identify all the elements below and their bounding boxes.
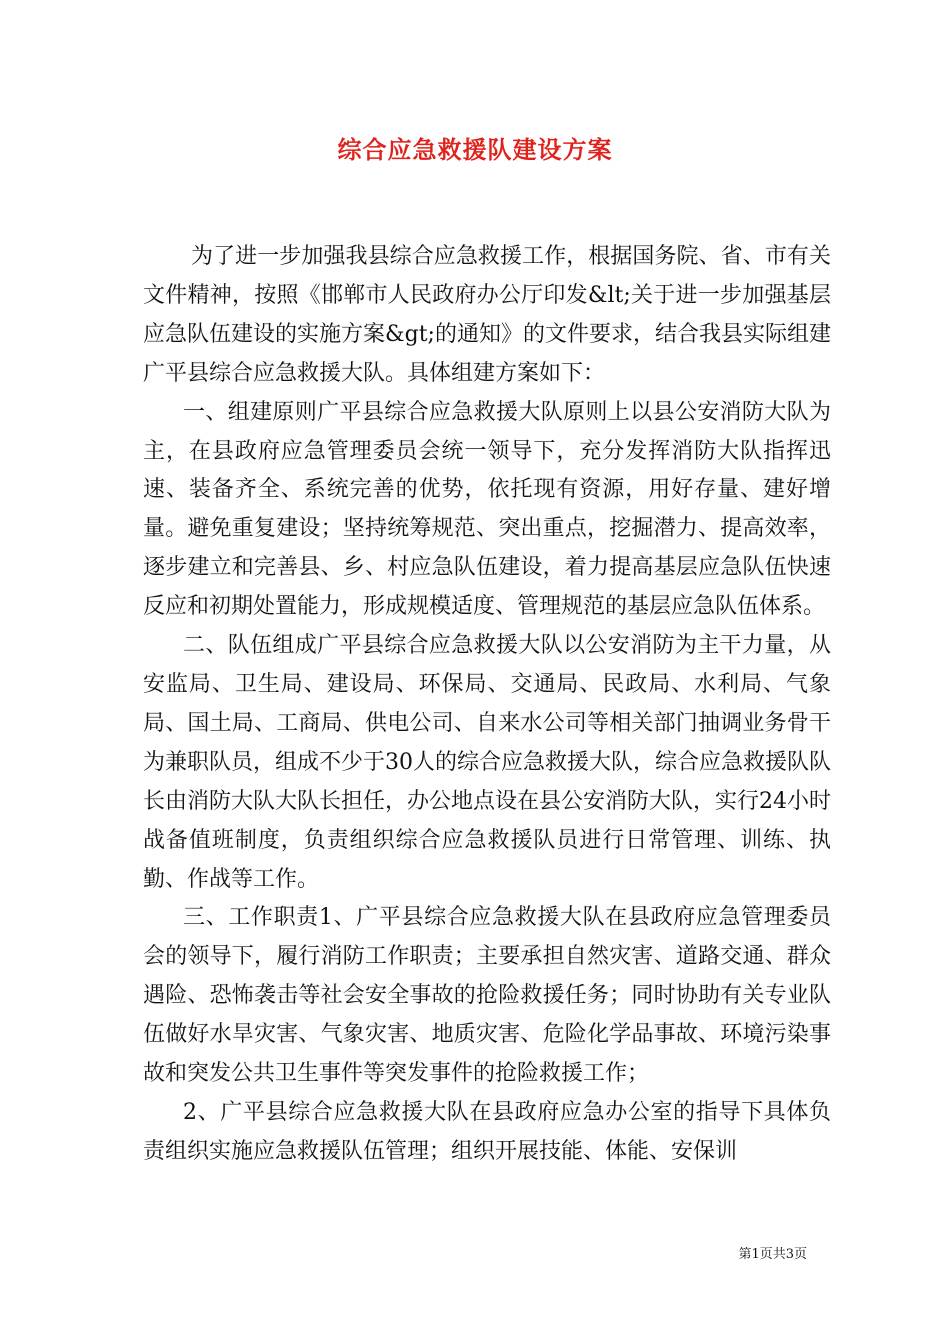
paragraph-intro: 为了进一步加强我县综合应急救援工作，根据国务院、省、市有关文件精神，按照《邯郸市人民政府办公厅印发&lt;关于进一步加强基层应急队伍建设的实施方案&gt;的通知》的文件要求，结合我县实际组建广平县综合应急救援大队。具体组建方案如下： [143,244,831,386]
paragraph-duties: 三、工作职责1、广平县综合应急救援大队在县政府应急管理委员会的领导下，履行消防工作职责；主要承担自然灾害、道路交通、群众遇险、恐怖袭击等社会安全事故的抢险救援任务；同时协助有关专业队伍做好水旱灾害、气象灾害、地质灾害、危险化学品事故、环境污染事故和突发公共卫生事件等突发事件的抢险救援工作； [143,905,831,1087]
document-title: 综合应急救援队建设方案 [337,135,613,164]
document-body [143,238,831,1172]
paragraph-duties-2: 2、广平县综合应急救援大队在县政府应急办公室的指导下具体负责组织实施应急救援队伍管理；组织开展技能、体能、安保训 [143,1099,831,1164]
page-number: 第1页共3页 [738,1247,807,1262]
paragraph-principles: 一、组建原则广平县综合应急救援大队原则上以县公安消防大队为主，在县政府应急管理委员会统一领导下，充分发挥消防大队指挥迅速、装备齐全、系统完善的优势，依托现有资源，用好存量、建好增量。避免重复建设；坚持统筹规范、突出重点，挖掘潜力、提高效率，逐步建立和完善县、乡、村应急队伍建设，着力提高基层应急队伍快速反应和初期处置能力，形成规模适度、管理规范的基层应急队伍体系。 [143,399,831,620]
paragraph-composition: 二、队伍组成广平县综合应急救援大队以公安消防为主干力量，从安监局、卫生局、建设局、环保局、交通局、民政局、水利局、气象局、国土局、工商局、供电公司、自来水公司等相关部门抽调业务骨干为兼职队员，组成不少于30人的综合应急救援大队，综合应急救援队队长由消防大队大队长担任，办公地点设在县公安消防大队，实行24小时战备值班制度，负责组织综合应急救援队员进行日常管理、训练、执勤、作战等工作。 [143,633,831,892]
